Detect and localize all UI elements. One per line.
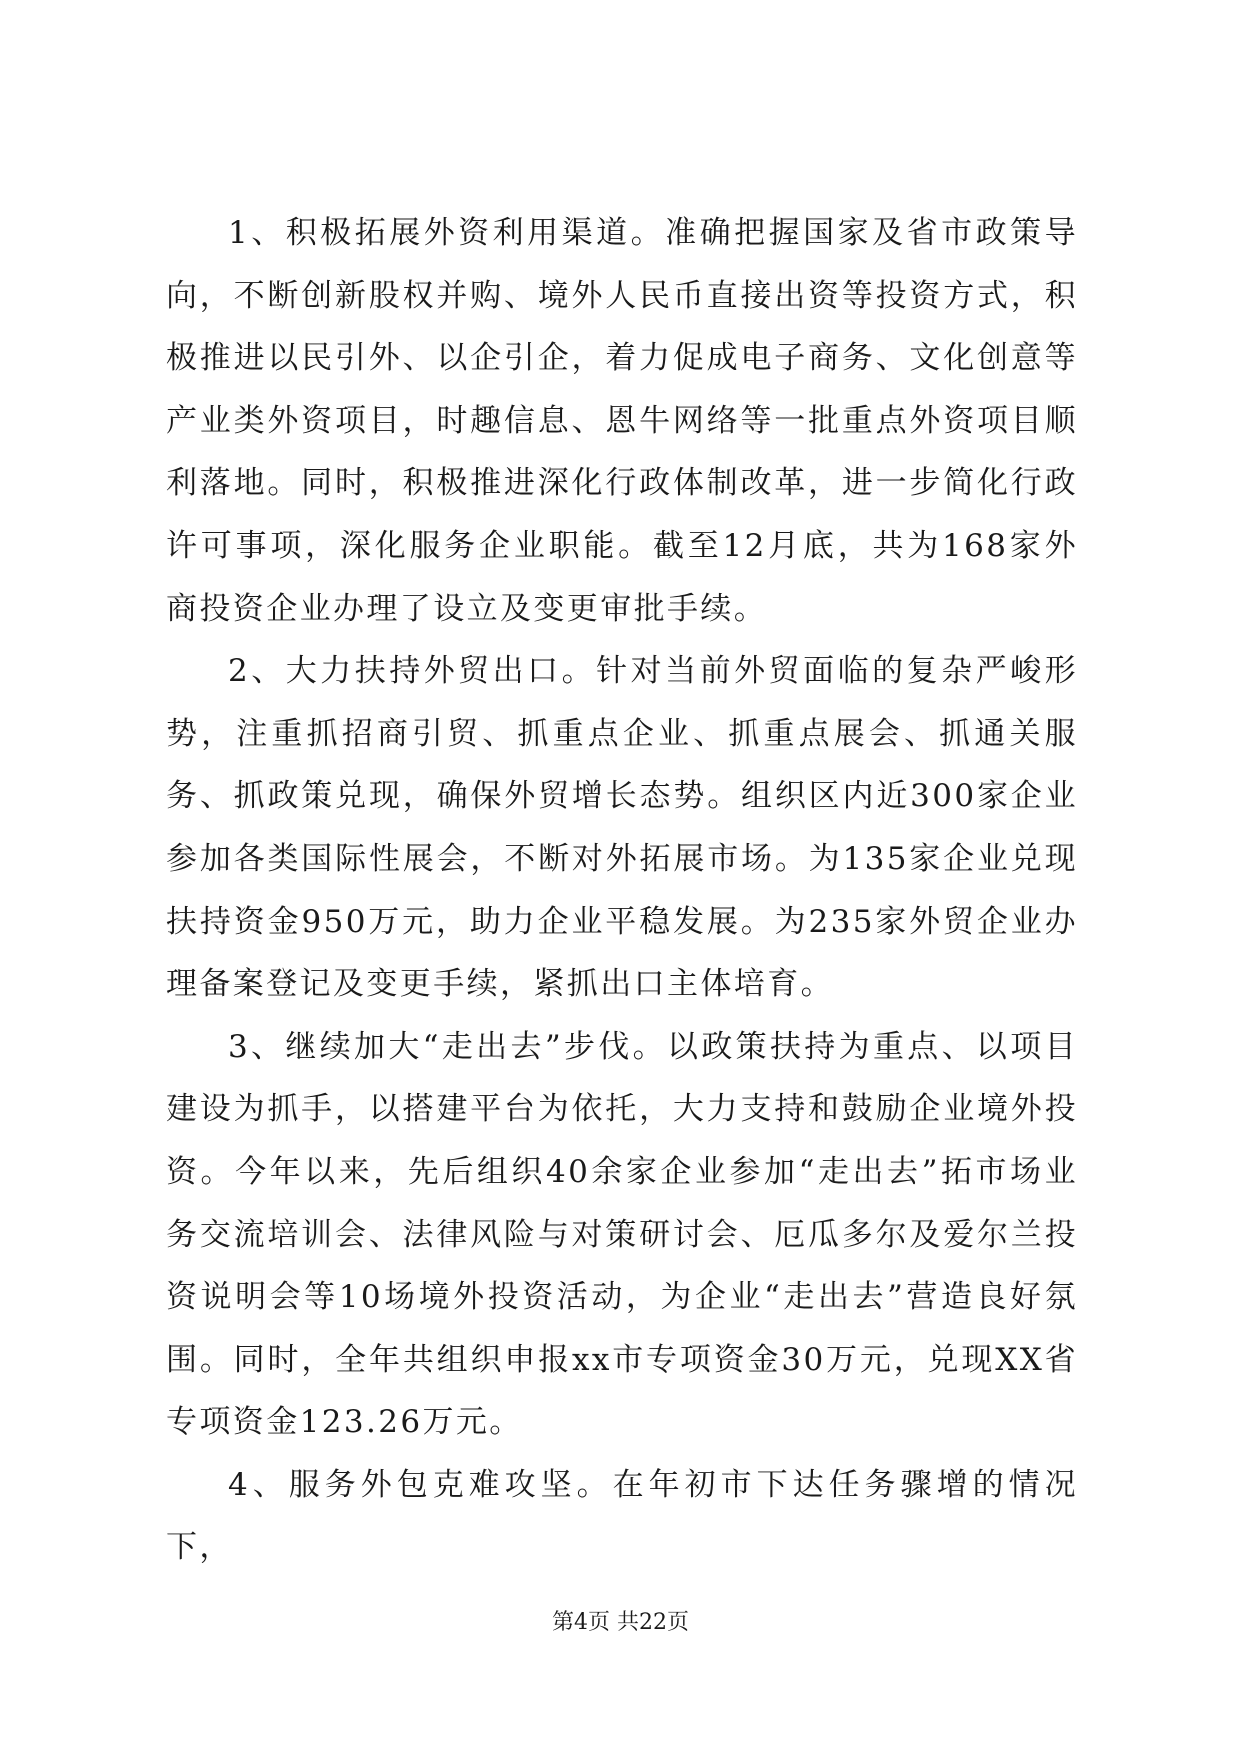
paragraph-foreign-trade-export: 2、大力扶持外贸出口。针对当前外贸面临的复杂严峻形势，注重抓招商引贸、抓重点企业、抓重点展会、抓通关服务、抓政策兑现，确保外贸增长态势。组织区内近300家企业参加各类国际性展会，不断对外拓展市场。为135家企业兑现扶持资金950万元，助力企业平稳发展。为235家外贸企业办理备案登记及变更手续，紧抓出口主体培育。 — [166, 653, 1078, 1003]
page-number-footer: 第4页 共22页 — [552, 1610, 689, 1635]
paragraph-service-outsourcing: 4、服务外包克难攻坚。在年初市下达任务骤增的情况下， — [166, 1466, 1078, 1566]
paragraph-foreign-investment: 1、积极拓展外资利用渠道。准确把握国家及省市政策导向，不断创新股权并购、境外人民币直接出资等投资方式，积极推进以民引外、以企引企，着力促成电子商务、文化创意等产业类外资项目，时趣信息、恩牛网络等一批重点外资项目顺利落地。同时，积极推进深化行政体制改革，进一步简化行政许可事项，深化服务企业职能。截至12月底，共为168家外商投资企业办理了设立及变更审批手续。 — [166, 215, 1078, 627]
paragraph-going-global: 3、继续加大“走出去”步伐。以政策扶持为重点、以项目建设为抓手，以搭建平台为依托，大力支持和鼓励企业境外投资。今年以来，先后组织40余家企业参加“走出去”拓市场业务交流培训会、法律风险与对策研讨会、厄瓜多尔及爱尔兰投资说明会等10场境外投资活动，为企业“走出去”营造良好氛围。同时，全年共组织申报xx市专项资金30万元，兑现XX省专项资金123.26万元。 — [166, 1028, 1078, 1441]
document-body — [166, 202, 1078, 1579]
